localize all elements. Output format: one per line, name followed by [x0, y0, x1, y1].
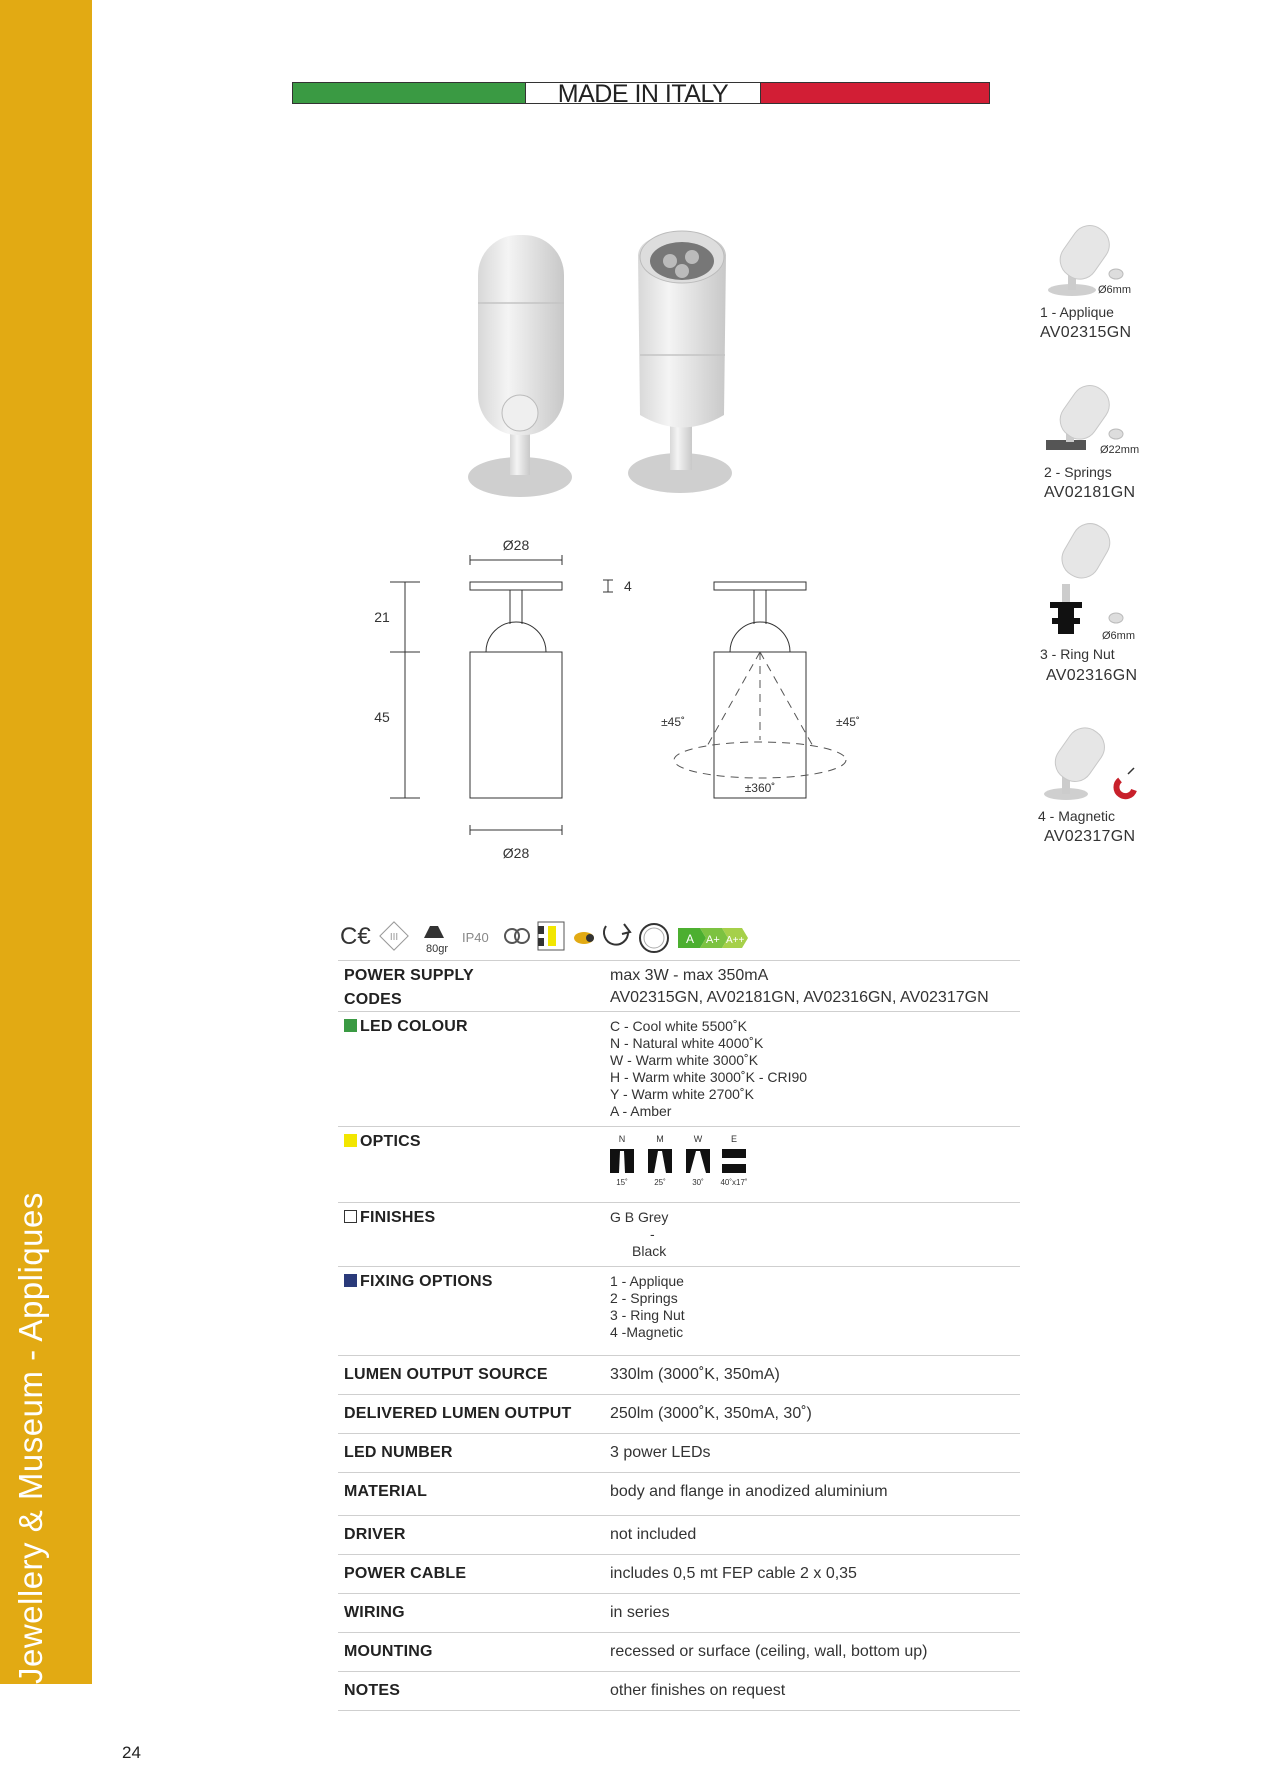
variant-label: 2 - Springs [1044, 464, 1112, 480]
spec-value: includes 0,5 mt FEP cable 2 x 0,35 [604, 1555, 1020, 1594]
fixing-item: 2 - Springs [610, 1290, 678, 1306]
beam-icon [538, 922, 564, 950]
spec-value: 250lm (3000˚K, 350mA, 30˚) [604, 1395, 1020, 1434]
finishes-line: - [650, 1226, 655, 1242]
svg-text:N: N [618, 1134, 626, 1144]
spec-row [338, 1473, 1020, 1516]
spec-row [338, 1594, 1020, 1633]
ring-nut-thumbnail [1044, 522, 1124, 642]
svg-text:M: M [656, 1134, 664, 1144]
made-in-italy-banner [292, 80, 990, 108]
spec-value: recessed or surface (ceiling, wall, bottom up) [604, 1633, 1020, 1672]
driver-icon [505, 929, 529, 943]
variant-ring-nut [1040, 522, 1160, 690]
spec-key [338, 1012, 604, 1127]
dim-top-diameter: Ø28 [502, 537, 530, 553]
svg-text:25˚: 25˚ [654, 1178, 666, 1187]
fixing-square [344, 1274, 357, 1287]
spec-row [338, 1516, 1020, 1555]
spec-value: not included [604, 1516, 1020, 1555]
led-colour-item: C - Cool white 5500˚K [610, 1018, 747, 1034]
spec-value: body and flange in anodized aluminium [604, 1473, 1020, 1516]
led-colour-item: Y - Warm white 2700˚K [610, 1086, 754, 1102]
variant-code: AV02315GN [1040, 324, 1132, 341]
svg-text:A+: A+ [706, 934, 720, 946]
variant-label: 3 - Ring Nut [1040, 646, 1115, 662]
svg-text:A++: A++ [726, 935, 745, 946]
banner-text: MADE IN ITALY [525, 83, 761, 103]
variant-code: AV02316GN [1046, 667, 1138, 684]
spec-value [604, 1012, 1020, 1127]
fixing-item: 1 - Applique [610, 1273, 684, 1289]
magnet-icon [1116, 768, 1134, 796]
fixing-item: 4 -Magnetic [610, 1324, 684, 1340]
spec-value: in series [604, 1594, 1020, 1633]
svg-text:A: A [686, 932, 695, 946]
spec-table [338, 960, 1020, 1711]
flag-green [293, 83, 525, 103]
optics-label: OPTICS [360, 1133, 421, 1150]
optics-square [344, 1134, 357, 1147]
fixing-label: FIXING OPTIONS [360, 1273, 493, 1290]
fixture-back-view [468, 235, 572, 497]
spec-row-optics [338, 1127, 1020, 1203]
codes-value: AV02315GN, AV02181GN, AV02316GN, AV02317GN [610, 989, 989, 1006]
svg-text:15˚: 15˚ [616, 1178, 628, 1187]
spec-value [604, 1267, 1020, 1356]
spec-row [338, 1555, 1020, 1594]
spec-key: DELIVERED LUMEN OUTPUT [338, 1395, 604, 1434]
variant-dim: Ø22mm [1100, 444, 1140, 456]
spec-row-power [338, 961, 1020, 1012]
variant-applique [1040, 218, 1160, 341]
svg-text:80gr: 80gr [426, 943, 449, 955]
finishes-label: FINISHES [360, 1209, 436, 1226]
spec-row-finishes [338, 1203, 1020, 1267]
svg-text:W: W [693, 1134, 703, 1144]
spec-row [338, 1633, 1020, 1672]
spec-value [604, 1203, 1020, 1267]
energy-class-icon [678, 928, 748, 948]
finishes-line: G B Grey [610, 1209, 669, 1225]
spec-key: LUMEN OUTPUT SOURCE [338, 1356, 604, 1395]
spec-row [338, 1395, 1020, 1434]
dim-tilt-right: ±45˚ [836, 715, 860, 729]
flag-red [761, 83, 989, 103]
spec-key: DRIVER [338, 1516, 604, 1555]
svg-text:30˚: 30˚ [692, 1178, 704, 1187]
sidebar-title: Jewellery & Museum - Appliques [12, 1192, 49, 1684]
variant-magnetic [1038, 722, 1168, 852]
power-supply-value: max 3W - max 350mA [610, 967, 769, 984]
class-iii-icon [380, 922, 408, 950]
variant-springs [1044, 378, 1164, 501]
optics-icons [610, 1133, 790, 1191]
fixing-item: 3 - Ring Nut [610, 1307, 685, 1323]
spec-key: NOTES [338, 1672, 604, 1711]
spec-row-fixing [338, 1267, 1020, 1356]
fixture-front-view [628, 231, 732, 493]
ip-rating: IP40 [462, 930, 489, 945]
spec-key [338, 1267, 604, 1356]
weight-icon [424, 926, 448, 955]
page-number: 24 [122, 1743, 141, 1762]
svg-text:40˚x17˚: 40˚x17˚ [720, 1178, 748, 1187]
product-photo [460, 225, 760, 515]
led-colour-item: N - Natural white 4000˚K [610, 1035, 764, 1051]
spec-row [338, 1672, 1020, 1711]
spec-value: 3 power LEDs [604, 1434, 1020, 1473]
dim-rotation: ±360˚ [744, 781, 776, 795]
magnetic-thumbnail [1038, 722, 1148, 802]
variant-code: AV02181GN [1044, 484, 1136, 501]
variant-dim: Ø6mm [1102, 630, 1135, 642]
dim-bottom-diameter: Ø28 [502, 845, 530, 860]
variant-code: AV02317GN [1044, 828, 1136, 845]
led-colour-item: H - Warm white 3000˚K - CRI90 [610, 1069, 808, 1085]
led-colour-item: W - Warm white 3000˚K [610, 1052, 759, 1068]
variant-label: 4 - Magnetic [1038, 808, 1116, 824]
codes-label: CODES [344, 991, 402, 1008]
spec-value: other finishes on request [604, 1672, 1020, 1711]
spec-value [604, 1127, 1020, 1203]
spec-key: LED NUMBER [338, 1434, 604, 1473]
finishes-square [344, 1210, 357, 1223]
finishes-line: Black [632, 1243, 667, 1259]
dim-flange: 4 [624, 578, 632, 594]
led-colour-square [344, 1019, 357, 1032]
dim-height-top: 21 [374, 609, 390, 625]
led-colour-item: A - Amber [610, 1103, 672, 1119]
spec-key [338, 1127, 604, 1203]
spec-row [338, 1356, 1020, 1395]
led-colour-label: LED COLOUR [360, 1018, 468, 1035]
spec-key: MATERIAL [338, 1473, 604, 1516]
spec-key [338, 1203, 604, 1267]
dim-tilt-left: ±45˚ [661, 715, 685, 729]
rotation-icon [604, 924, 630, 945]
variant-label: 1 - Applique [1040, 304, 1114, 320]
tilt-icon [640, 924, 668, 952]
variant-dim: Ø6mm [1098, 284, 1131, 296]
technical-drawing [360, 520, 880, 860]
ce-mark-icon: C€ [340, 923, 371, 950]
spec-key: WIRING [338, 1594, 604, 1633]
spec-key [338, 961, 604, 1012]
svg-text:III: III [389, 932, 399, 943]
adjustable-icon [574, 932, 594, 944]
certification-icons [338, 918, 818, 958]
spec-value: 330lm (3000˚K, 350mA) [604, 1356, 1020, 1395]
spec-value [604, 961, 1020, 1012]
power-supply-label: POWER SUPPLY [344, 967, 474, 984]
spec-row [338, 1434, 1020, 1473]
svg-text:E: E [730, 1134, 738, 1144]
spec-row-led-colour [338, 1012, 1020, 1127]
spec-key: POWER CABLE [338, 1555, 604, 1594]
spec-key: MOUNTING [338, 1633, 604, 1672]
dim-height-body: 45 [374, 709, 390, 725]
